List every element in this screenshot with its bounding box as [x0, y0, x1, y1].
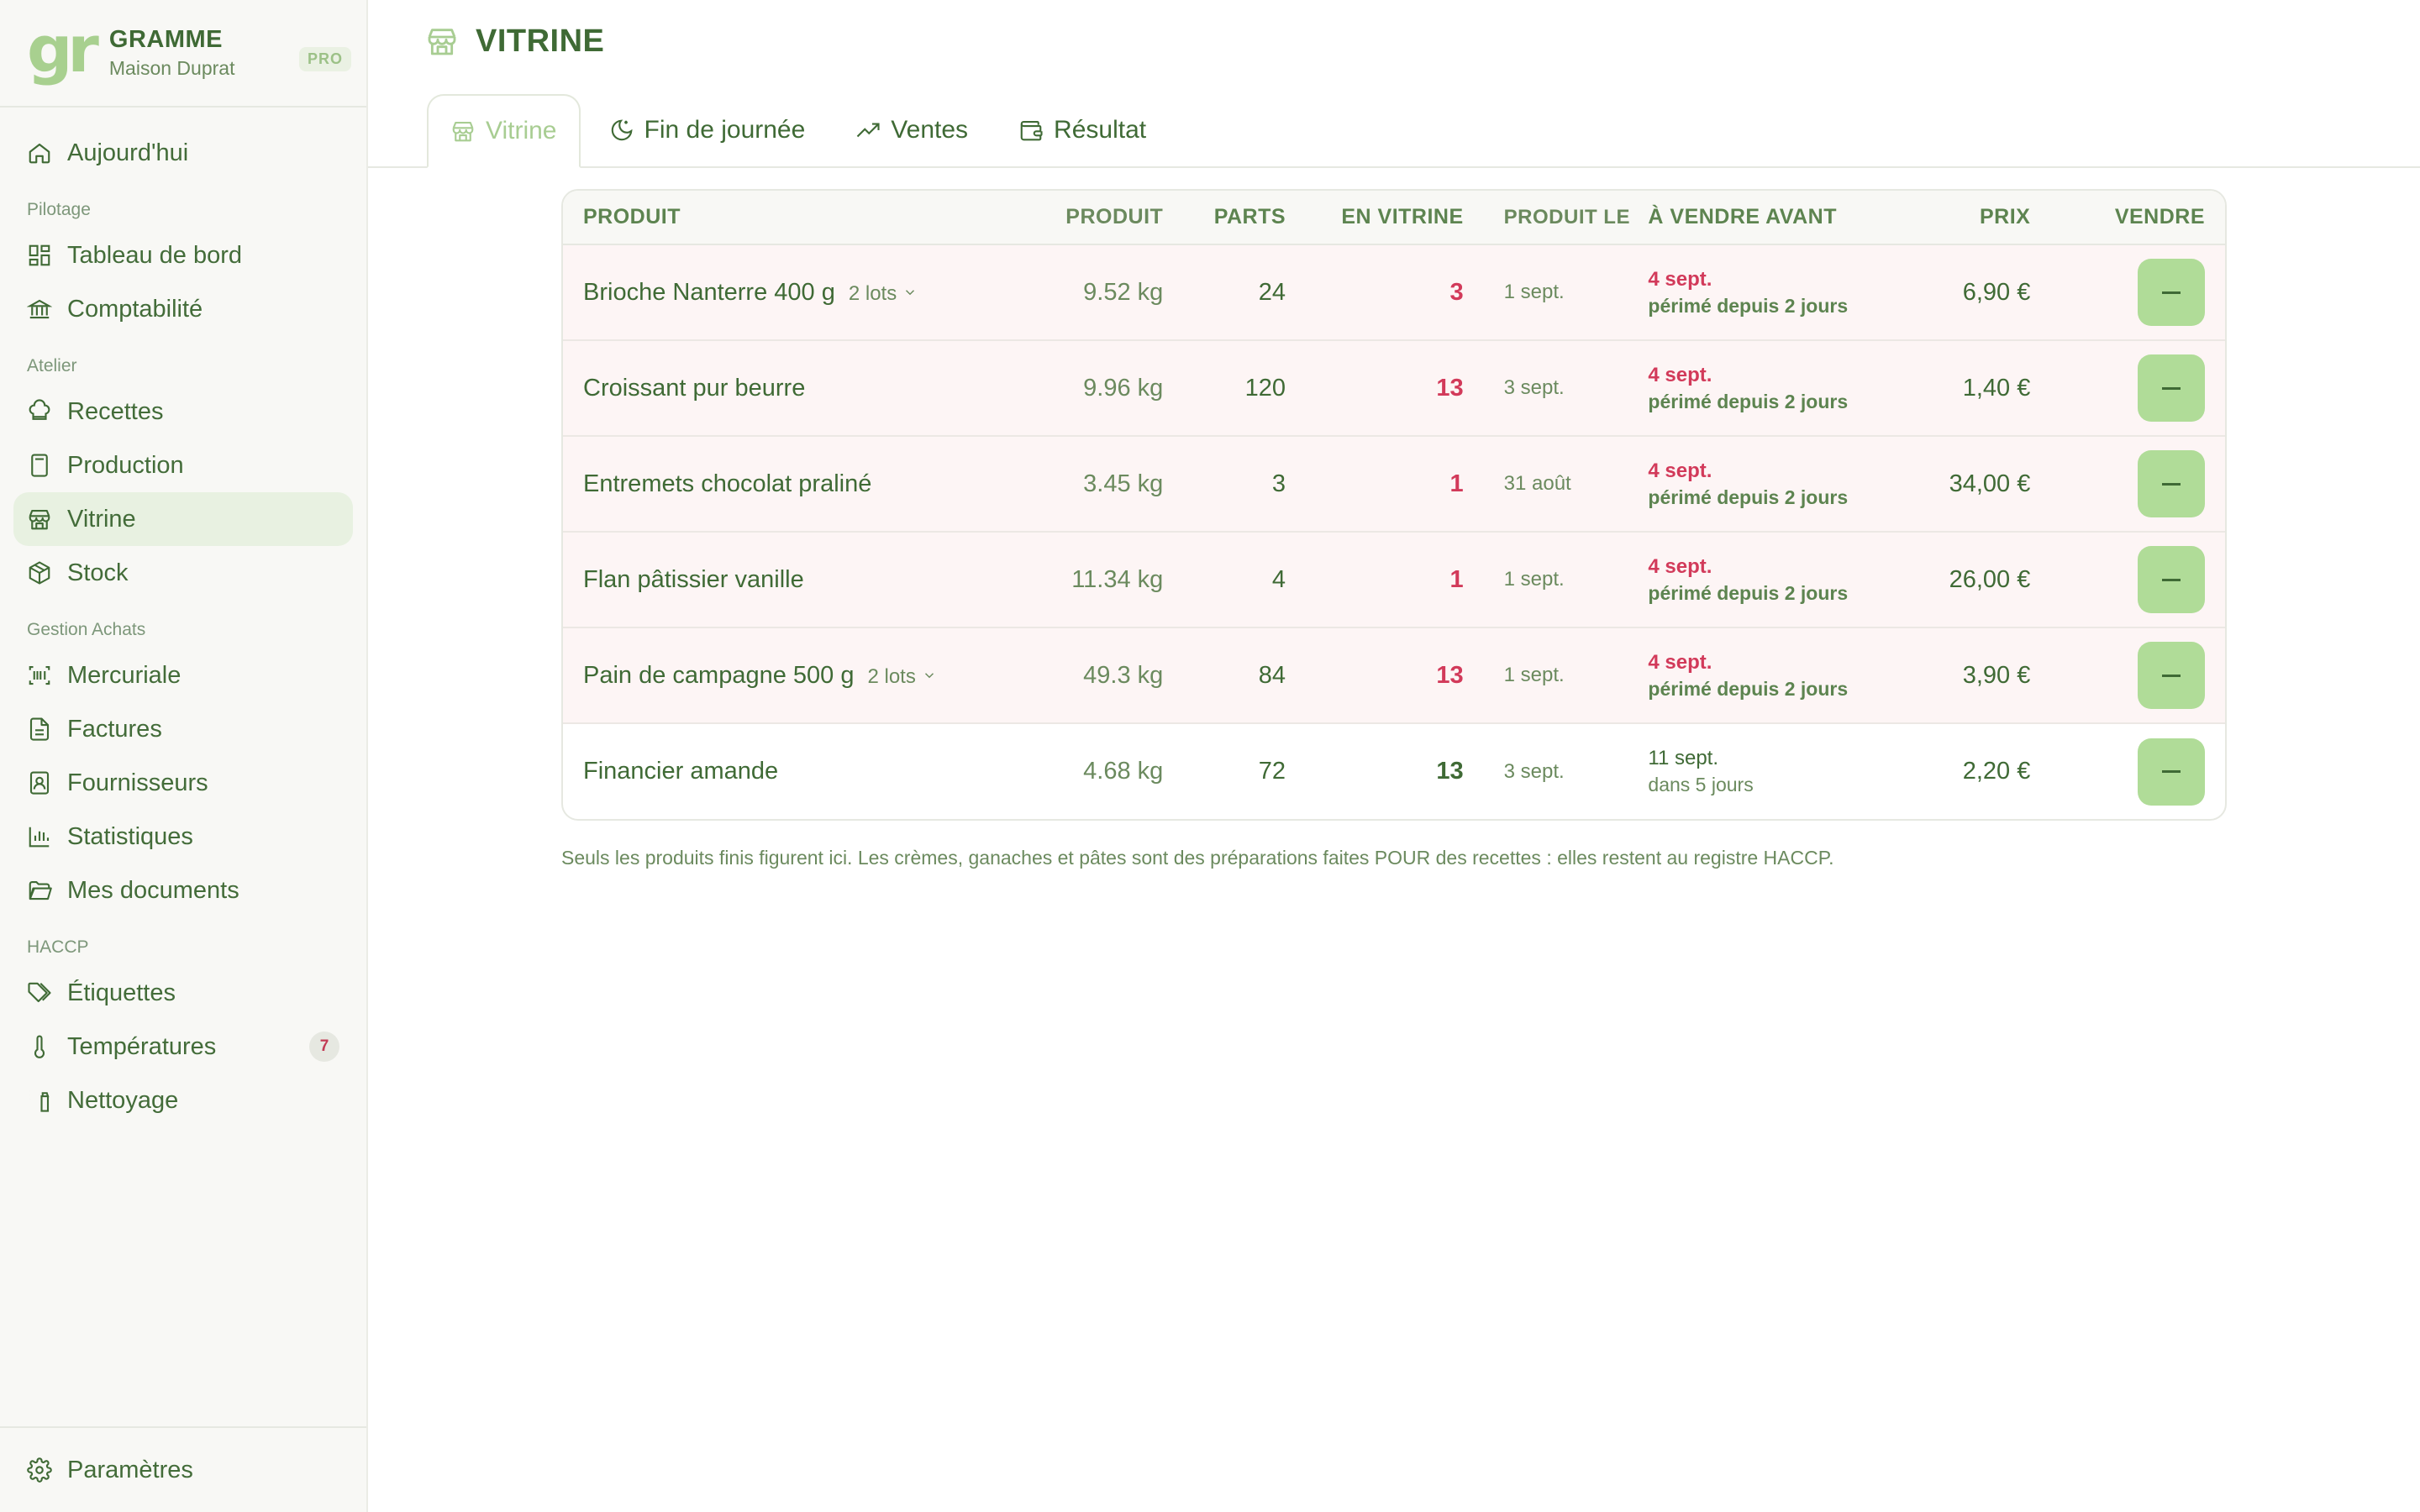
dashboard-icon: [27, 243, 52, 268]
parts-count: 24: [1258, 278, 1286, 306]
brand[interactable]: [0, 0, 366, 108]
minus-icon: [2162, 387, 2181, 390]
brand-name: GRAMME: [108, 26, 223, 53]
sidebar-nav: [0, 108, 366, 1127]
page-title: VITRINE: [476, 23, 605, 59]
sell-decrement-button[interactable]: [2138, 354, 2205, 422]
vitrine-count: 1: [1449, 470, 1464, 497]
expiry-status: périmé depuis 2 jours: [1648, 581, 1849, 604]
gear-icon: [27, 1457, 52, 1483]
sidebar-item-label: Statistiques: [67, 822, 193, 850]
sidebar-item-statistiques[interactable]: [13, 810, 353, 864]
expiry-cell: [1648, 436, 1857, 532]
vitrine-count: 3: [1449, 278, 1464, 306]
sidebar-item-recettes[interactable]: [13, 385, 353, 438]
footer-note: Seuls les produits finis figurent ici. Les crèmes, ganaches et pâtes sont des préparations faites POUR des recettes : elles restent au registre HACCP.: [561, 847, 1834, 869]
production-date: 1 sept.: [1503, 568, 1565, 591]
sidebar-item-tableau-de-bord[interactable]: [13, 228, 353, 282]
parts-count: 120: [1244, 374, 1286, 402]
bank-icon: [27, 297, 52, 322]
expiry-cell: [1648, 244, 1857, 340]
brand-subtitle: Maison Duprat: [108, 57, 235, 79]
wallet-icon: [1018, 118, 1044, 143]
calculator-icon: [27, 453, 52, 478]
tags-icon: [27, 980, 52, 1005]
expiry-date: 4 sept.: [1648, 267, 1712, 291]
main-content: [368, 0, 2420, 1512]
sidebar-item-label: Mercuriale: [67, 661, 182, 689]
spray-icon: [27, 1088, 52, 1113]
sidebar-item-label: Stock: [67, 559, 129, 586]
sell-cell: [2030, 723, 2225, 819]
product-name: Financier amande: [583, 758, 779, 785]
pro-badge: PRO: [299, 47, 351, 71]
sidebar-item-mercuriale[interactable]: [13, 648, 353, 702]
lots-toggle[interactable]: [849, 282, 918, 305]
lots-label: 2 lots: [867, 664, 916, 688]
column-header-produit[interactable]: PRODUIT: [583, 205, 681, 228]
column-header-a-vendre-avant[interactable]: À VENDRE AVANT: [1648, 205, 1838, 228]
table-header-row: [563, 191, 2225, 244]
produced-quantity: 4.68 kg: [1083, 758, 1164, 785]
tab-fin-de-journee[interactable]: [587, 94, 828, 166]
product-name-cell: [563, 532, 1044, 627]
vitrine-count: 13: [1436, 661, 1464, 689]
sidebar-item-label: Aujourd'hui: [67, 139, 189, 166]
product-name: Flan pâtissier vanille: [583, 565, 804, 593]
bar-chart-icon: [27, 824, 52, 849]
thermometer-icon: [27, 1034, 52, 1059]
section-label-atelier: Atelier: [27, 356, 77, 375]
expiry-date: 4 sept.: [1648, 554, 1712, 578]
table-row[interactable]: [563, 436, 2225, 532]
sidebar-item-label: Fournisseurs: [67, 769, 208, 796]
expiry-cell: [1648, 723, 1857, 819]
minus-icon: [2162, 579, 2181, 581]
sidebar-item-nettoyage[interactable]: [13, 1074, 353, 1127]
production-date: 31 août: [1503, 472, 1571, 495]
product-name: Brioche Nanterre 400 g: [583, 278, 835, 306]
section-label-gestion-achats: Gestion Achats: [27, 620, 146, 639]
parts-count: 72: [1258, 758, 1286, 785]
sell-decrement-button[interactable]: [2138, 259, 2205, 326]
expiry-cell: [1648, 340, 1857, 436]
production-date: 3 sept.: [1503, 759, 1565, 783]
sell-decrement-button[interactable]: [2138, 546, 2205, 613]
vitrine-count: 13: [1436, 758, 1464, 785]
moon-icon: [609, 118, 634, 143]
sidebar-item-vitrine[interactable]: [13, 492, 353, 546]
sidebar-item-label: Comptabilité: [67, 295, 203, 323]
minus-icon: [2162, 291, 2181, 294]
vitrine-count: 13: [1436, 374, 1464, 402]
product-name-cell: [563, 340, 1044, 436]
expiry-date: 4 sept.: [1648, 459, 1712, 482]
sell-decrement-button[interactable]: [2138, 642, 2205, 709]
expiry-status: périmé depuis 2 jours: [1648, 294, 1849, 317]
sidebar-item-mes-documents[interactable]: [13, 864, 353, 917]
expiry-status: dans 5 jours: [1648, 774, 1754, 795]
vitrine-table: [561, 189, 2227, 821]
sell-cell: [2030, 436, 2225, 532]
produced-quantity: 9.52 kg: [1083, 278, 1164, 306]
price: 34,00 €: [1949, 470, 2031, 497]
box-icon: [27, 560, 52, 585]
product-name: Entremets chocolat praliné: [583, 470, 872, 497]
barcode-icon: [27, 663, 52, 688]
column-header-parts[interactable]: PARTS: [1213, 205, 1286, 228]
price: 3,90 €: [1962, 661, 2031, 689]
vitrine-count: 1: [1449, 565, 1464, 593]
sidebar-item-etiquettes[interactable]: [13, 966, 353, 1020]
sidebar-item-label: Tableau de bord: [67, 241, 242, 269]
sidebar-item-label: Factures: [67, 715, 162, 743]
sidebar-item-label: Vitrine: [67, 505, 136, 533]
column-header-en-vitrine[interactable]: EN VITRINE: [1341, 205, 1464, 228]
sidebar-item-label: Mes documents: [67, 876, 239, 904]
section-label-pilotage: Pilotage: [27, 200, 91, 219]
parts-count: 4: [1271, 565, 1286, 593]
produced-quantity: 49.3 kg: [1083, 661, 1164, 689]
column-header-prix[interactable]: PRIX: [1979, 205, 2031, 228]
tab-bar: [368, 82, 2420, 168]
production-date: 1 sept.: [1503, 664, 1565, 686]
settings-footer: [0, 1426, 366, 1512]
price: 26,00 €: [1949, 565, 2031, 593]
table-row[interactable]: [563, 627, 2225, 723]
tab-resultat[interactable]: [997, 94, 1168, 166]
tab-label: Ventes: [891, 116, 969, 144]
trending-up-icon: [855, 118, 881, 143]
price: 1,40 €: [1962, 374, 2031, 402]
brand-logo: gr: [27, 12, 94, 87]
temperatures-count-badge: 7: [309, 1032, 339, 1062]
column-header-produit-le[interactable]: PRODUIT LE: [1503, 205, 1630, 228]
tab-ventes[interactable]: [834, 94, 990, 166]
expiry-status: périmé depuis 2 jours: [1648, 390, 1849, 412]
sidebar-item-comptabilite[interactable]: [13, 282, 353, 336]
sidebar-item-temperatures[interactable]: [13, 1020, 353, 1074]
tab-label: Vitrine: [486, 117, 557, 144]
tab-label: Résultat: [1054, 116, 1147, 144]
column-header-vendre: VENDRE: [2114, 205, 2205, 228]
sidebar-item-label: Étiquettes: [67, 979, 176, 1006]
home-icon: [27, 140, 52, 165]
sidebar-item-label: Production: [67, 451, 184, 479]
store-icon: [450, 118, 476, 144]
minus-icon: [2162, 770, 2181, 773]
production-date: 1 sept.: [1503, 281, 1565, 303]
parts-count: 84: [1258, 661, 1286, 689]
expiry-cell: [1648, 532, 1857, 627]
sidebar-item-parametres[interactable]: [13, 1443, 353, 1497]
sidebar-item-label: Recettes: [67, 397, 164, 425]
sell-decrement-button[interactable]: [2138, 450, 2205, 517]
store-icon: [425, 24, 459, 58]
lots-toggle[interactable]: [867, 665, 936, 688]
product-name-cell: [563, 627, 1044, 723]
sell-cell: [2030, 627, 2225, 723]
table-row[interactable]: [563, 723, 2225, 819]
page-header: [368, 0, 2420, 82]
sidebar-item-stock[interactable]: [13, 546, 353, 600]
production-date: 3 sept.: [1503, 376, 1565, 399]
expiry-status: périmé depuis 2 jours: [1648, 677, 1849, 700]
table-row[interactable]: [563, 532, 2225, 627]
chevron-down-icon: [902, 282, 918, 306]
price: 2,20 €: [1962, 758, 2031, 785]
expiry-date: 11 sept.: [1648, 747, 1719, 769]
product-name-cell: [563, 723, 1044, 819]
chef-hat-icon: [27, 399, 52, 424]
expiry-cell: [1648, 627, 1857, 723]
product-name: Croissant pur beurre: [583, 374, 806, 402]
column-header-quantite-produite[interactable]: PRODUIT: [1065, 205, 1164, 228]
expiry-date: 4 sept.: [1648, 363, 1712, 386]
file-icon: [27, 717, 52, 742]
minus-icon: [2162, 675, 2181, 677]
sell-cell: [2030, 244, 2225, 340]
sell-cell: [2030, 532, 2225, 627]
table-row[interactable]: [563, 244, 2225, 340]
sidebar: [0, 0, 368, 1512]
sidebar-item-factures[interactable]: [13, 702, 353, 756]
produced-quantity: 11.34 kg: [1071, 565, 1164, 593]
store-icon: [27, 507, 52, 532]
parts-count: 3: [1271, 470, 1286, 497]
expiry-date: 4 sept.: [1648, 650, 1712, 674]
folder-icon: [27, 878, 52, 903]
sidebar-item-label: Températures: [67, 1032, 217, 1060]
lots-label: 2 lots: [848, 281, 897, 305]
sell-cell: [2030, 340, 2225, 436]
contact-icon: [27, 770, 52, 795]
section-label-haccp: HACCP: [27, 937, 89, 957]
sidebar-item-production[interactable]: [13, 438, 353, 492]
sidebar-item-label: Nettoyage: [67, 1086, 179, 1114]
tab-vitrine[interactable]: [427, 94, 581, 168]
price: 6,90 €: [1962, 278, 2031, 306]
sidebar-item-fournisseurs[interactable]: [13, 756, 353, 810]
table-row[interactable]: [563, 340, 2225, 436]
product-name-cell: [563, 436, 1044, 532]
chevron-down-icon: [922, 665, 937, 689]
sidebar-item-label: Paramètres: [67, 1456, 193, 1483]
sidebar-item-aujourdhui[interactable]: [13, 126, 353, 180]
produced-quantity: 9.96 kg: [1083, 374, 1164, 402]
product-name: Pain de campagne 500 g: [583, 661, 855, 689]
minus-icon: [2162, 483, 2181, 486]
product-name-cell: [563, 244, 1044, 340]
sell-decrement-button[interactable]: [2138, 738, 2205, 806]
produced-quantity: 3.45 kg: [1083, 470, 1164, 497]
tab-label: Fin de journée: [644, 116, 806, 144]
expiry-status: périmé depuis 2 jours: [1648, 486, 1849, 508]
